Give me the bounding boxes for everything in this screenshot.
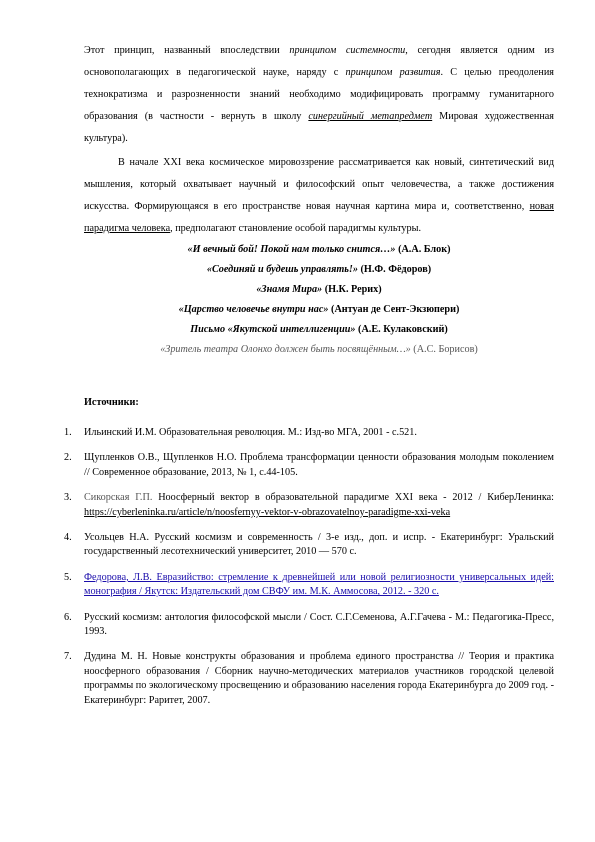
quote-3: «Знамя Мира» (Н.К. Рерих): [256, 284, 382, 295]
references-list: [64, 426, 554, 708]
paragraph-2: В начале XXI века космическое мировоззрение рассматривается как новый, синтетический вид мышления, который охватывает научный и философский опыт человечества, а также достижения искусства. Формирующаяся в его пространстве новая научная картина мира и, соответственно, новая парадигма человека, предполагают становление особой парадигмы культуры.: [84, 157, 554, 234]
italic-term: принципом развития: [345, 67, 441, 78]
paragraph-1: Этот принцип, названный впоследствии принципом системности, сегодня является одним из основополагающих в педагогической науке, наряду с принципом развития. С целью преодоления технократизма и разрозненности знаний необходимо модифицировать программу гуманитарного образования (в частности - вернуть в школу синергийный метапредмет Мировая художественная культура).: [84, 45, 554, 144]
page-content: [64, 40, 554, 719]
reference-item: 3. Сикорская Г.П. Ноосферный вектор в образовательной парадигме XXI века - 2012 / КиберЛенинка: https://cyberleninka.ru/article/n/noosfernyy-vektor-v-obrazovatelnoy-paradigme-xxi-veka: [64, 492, 554, 518]
reference-item: 7. Дудина М. Н. Новые конструкты образования и проблема единого пространства // Теория и практика ноосферного образования / Сборник научно-методических материалов участников городской целевой программы по экологическому просвещению и образованию населения города Екатеринбурга до 2009 год. - Екатеринбург: Раритет, 2007.: [64, 651, 554, 706]
reference-item: 6. Русский космизм: антология философской мысли / Сост. С.Г.Семенова, А.Г.Гачева - М.: Педагогика-Пресс, 1993.: [64, 611, 554, 638]
quote-2: «Соединяй и будешь управлять!» (Н.Ф. Фёдоров): [206, 264, 432, 275]
reference-item: 2. Щупленков О.В., Щупленков Н.О. Проблема трансформации ценности образования молодым поколением // Современное образование, 2013, № 1, с.44-105.: [64, 452, 554, 478]
sources-heading: Источники:: [84, 397, 139, 408]
reference-link[interactable]: https://cyberleninka.ru/article/n/noosfernyy-vektor-v-obrazovatelnoy-paradigme-xxi-veka: [84, 506, 451, 518]
italic-underlined-term: синергийный метапредмет: [308, 111, 433, 122]
quotes-block: [84, 240, 554, 360]
reference-item: 5. Федорова, Л.В. Евразийство: стремление к древнейшей или новой религиозности универсальных идей: монография / Якутск: Издательский дом СВФУ им. М.К. Аммосова, 2012. - 320 с.: [64, 571, 554, 598]
reference-item: 4. Усольцев Н.А. Русский космизм и современность / 3-е изд., доп. и испр. - Екатеринбург: Уральский государственный лесотехнический университет, 2010 — 570 с.: [64, 532, 554, 558]
reference-link[interactable]: Федорова, Л.В. Евразийство: стремление к древнейшей или новой религиозности универсальных идей: монография / Якутск: Издательский дом СВФУ им. М.К. Аммосова, 2012. - 320 с.: [84, 571, 554, 598]
quote-1: «И вечный бой! Покой нам только снится…» (А.А. Блок): [187, 244, 451, 255]
reference-item: 1. Ильинский И.М. Образовательная революция. М.: Изд-во МГА, 2001 - с.521.: [64, 427, 417, 438]
quote-5: Письмо «Якутской интеллигенции» (А.Е. Кулаковский): [190, 324, 448, 335]
underlined-term: новая парадигма человека: [84, 201, 554, 234]
italic-term: принципом системности: [289, 45, 406, 56]
quote-4: «Царство человечье внутри нас» (Антуан де Сент-Экзюпери): [178, 304, 460, 315]
quote-6: «Зритель театра Олонхо должен быть посвящённым…» (А.С. Борисов): [160, 344, 478, 355]
